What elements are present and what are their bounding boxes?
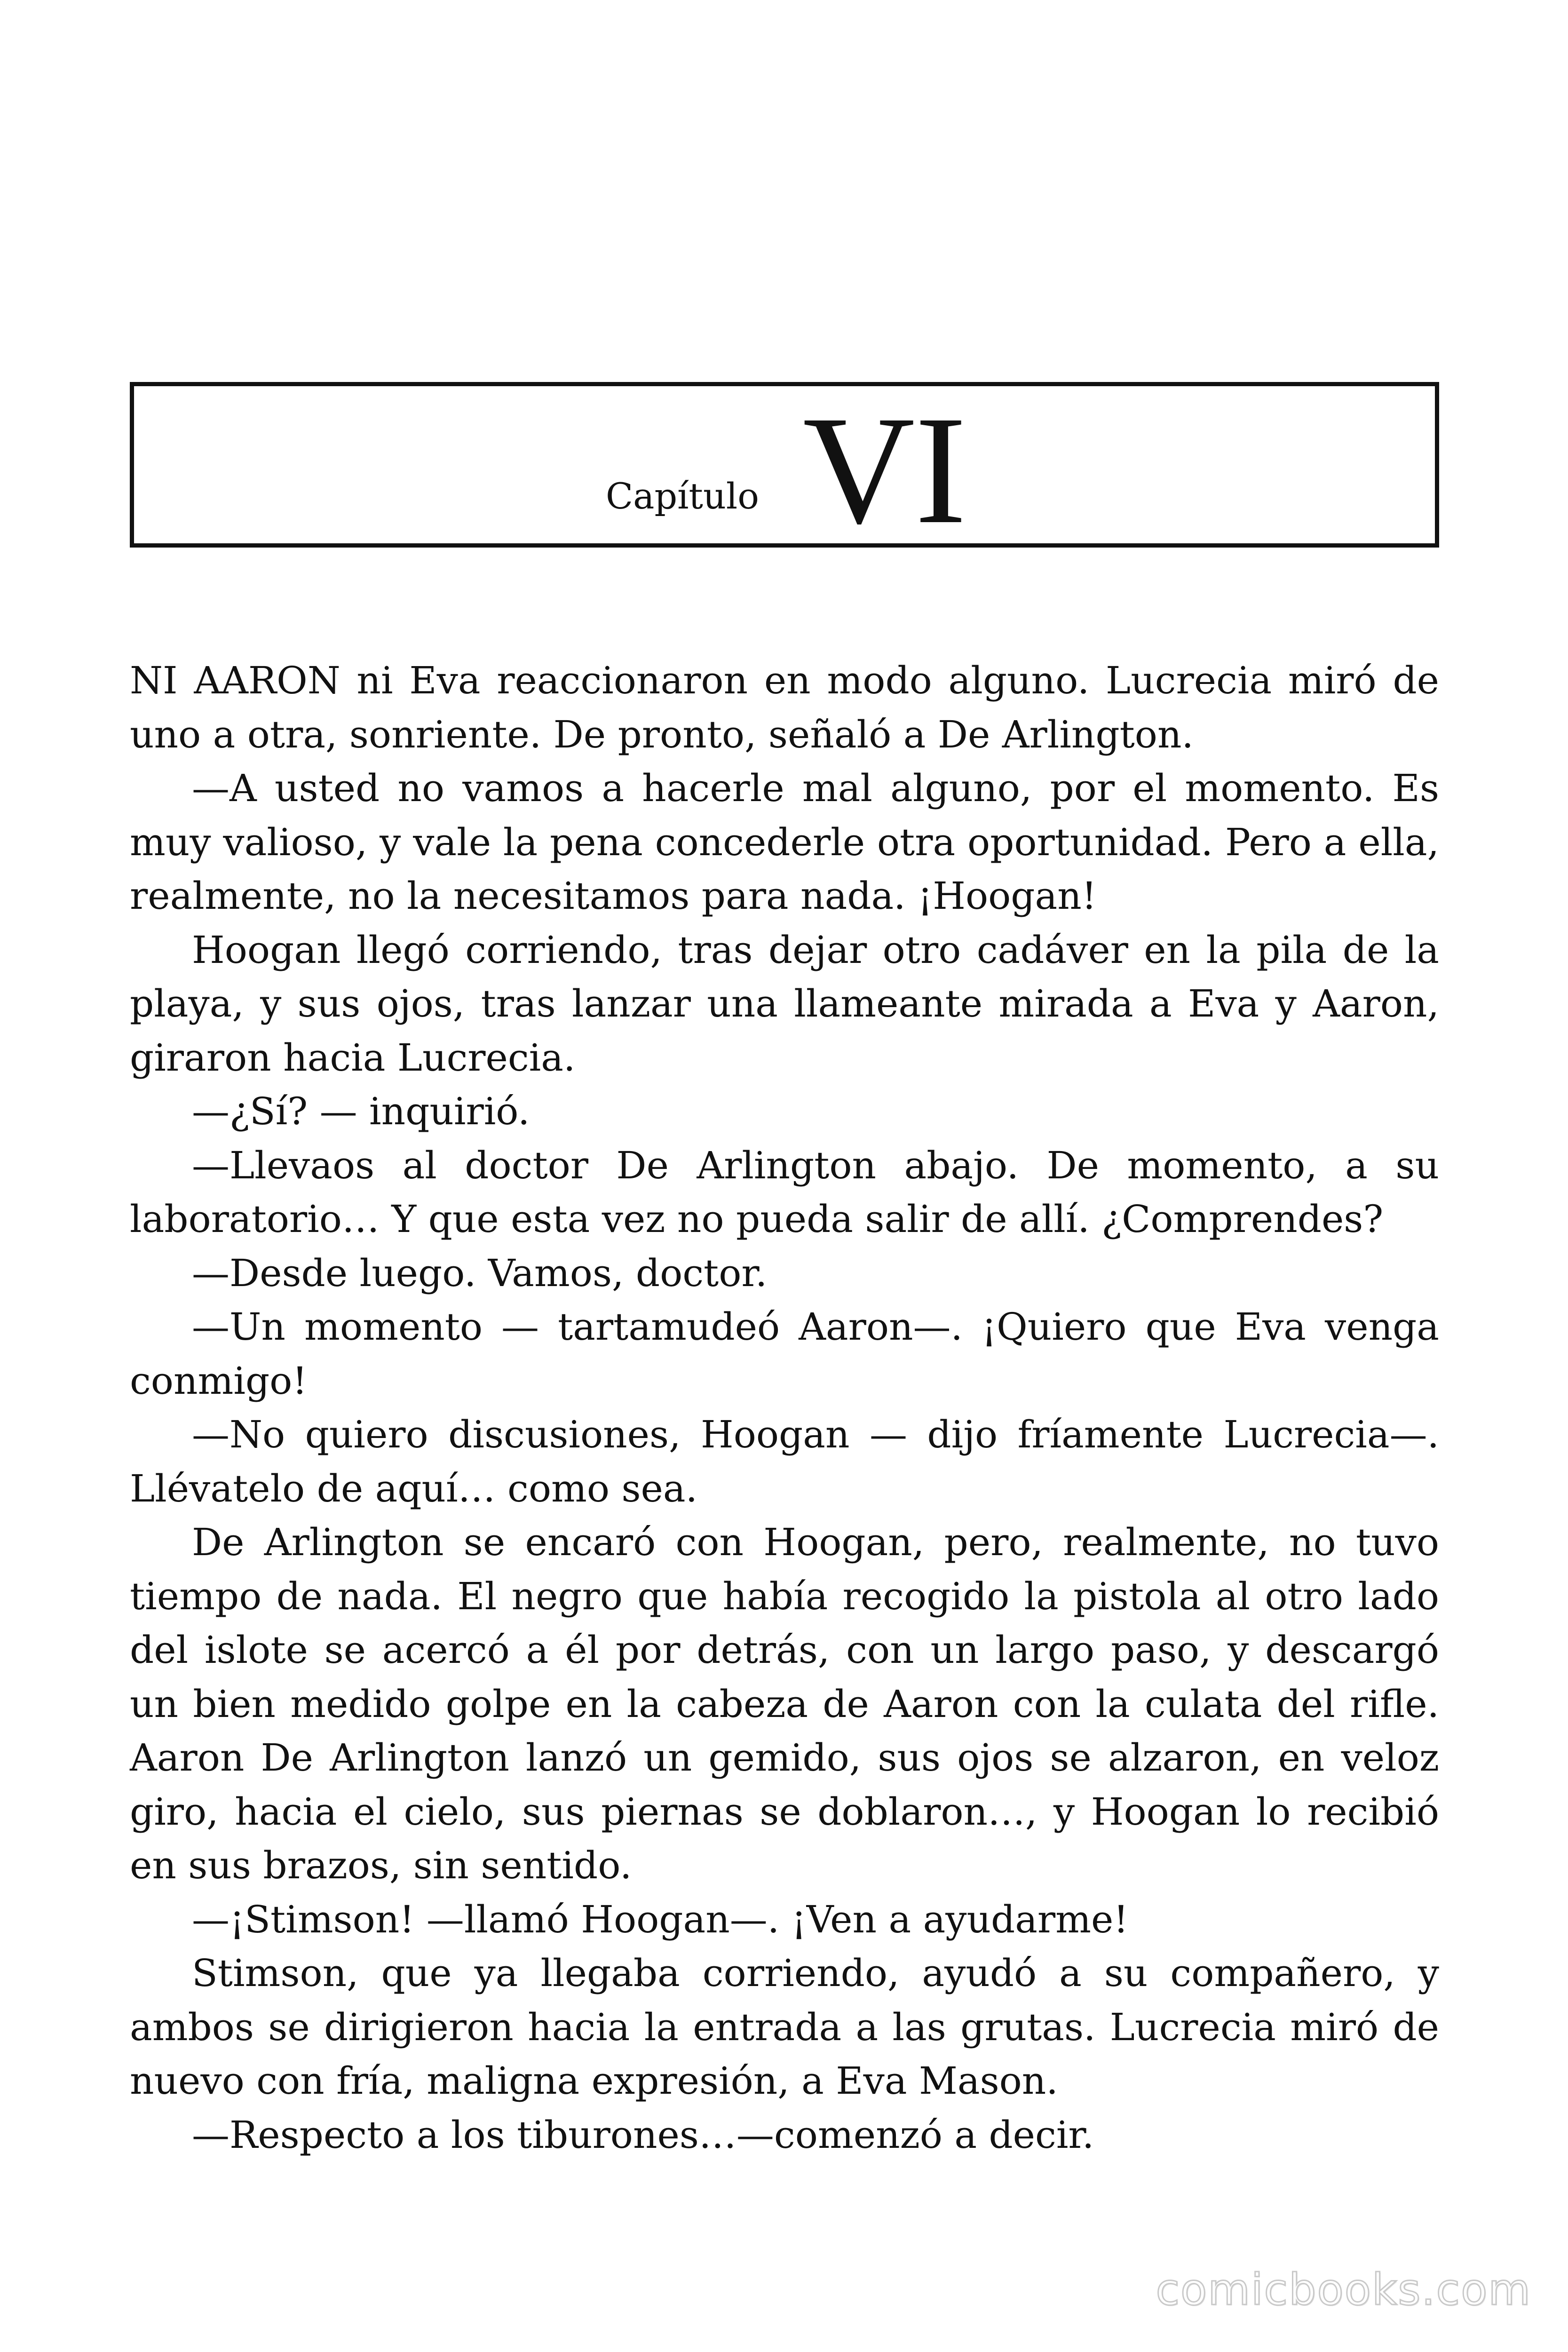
chapter-number: VI [803,384,967,556]
paragraph: —¡Stimson! —llamó Hoogan—. ¡Ven a ayudarme! [192,1897,1129,1941]
paragraph: De Arlington se encaró con Hoogan, pero, realmente, no tuvo tiempo de nada. El negro que había recogido la pistola al otro lado del islote se acercó a él por detrás, con un largo paso, y descargó un bien medido golpe en la cabeza de Aaron con la culata del rifle. Aaron De Arlington lanzó un gemido, sus ojos se alzaron, en veloz giro, hacia el cielo, sus piernas se doblaron…, y Hoogan lo recibió en sus brazos, sin sentido. [130,1520,1439,1887]
opening-words: NI AARON [130,659,341,702]
watermark: comicbooks.com [1156,2265,1531,2315]
chapter-heading-box [130,382,1439,556]
paragraph [130,654,1439,762]
paragraph: —No quiero discusiones, Hoogan — dijo fríamente Lucrecia—. Llévatelo de aquí… como sea. [130,1413,1439,1510]
paragraph: Hoogan llegó corriendo, tras dejar otro cadáver en la pila de la playa, y sus ojos, tras lanzar una llameante mirada a Eva y Aaron, giraron hacia Lucrecia. [130,928,1439,1080]
paragraph-text: ni Eva reaccionaron en modo alguno. Lucrecia miró de uno a otra, sonriente. De pronto, señaló a De Arlington. [130,659,1439,756]
paragraph: —¿Sí? — inquirió. [192,1089,530,1133]
paragraph: —Desde luego. Vamos, doctor. [192,1251,768,1295]
paragraph: Stimson, que ya llegaba corriendo, ayudó a su compañero, y ambos se dirigieron hacia la entrada a las grutas. Lucrecia miró de nuevo con fría, maligna expresión, a Eva Mason. [130,1951,1439,2103]
paragraph: —A usted no vamos a hacerle mal alguno, por el momento. Es muy valioso, y vale la pena concederle otra oportunidad. Pero a ella, realmente, no la necesitamos para nada. ¡Hoogan! [130,766,1439,918]
chapter-label: Capítulo [606,475,759,517]
paragraph: —Llevaos al doctor De Arlington abajo. De momento, a su laboratorio… Y que esta vez no pueda salir de allí. ¿Comprendes? [130,1143,1439,1241]
paragraph: —Un momento — tartamudeó Aaron—. ¡Quiero que Eva venga conmigo! [130,1305,1439,1403]
chapter-body [130,654,1439,2162]
paragraph: —Respecto a los tiburones…—comenzó a decir. [192,2113,1094,2157]
